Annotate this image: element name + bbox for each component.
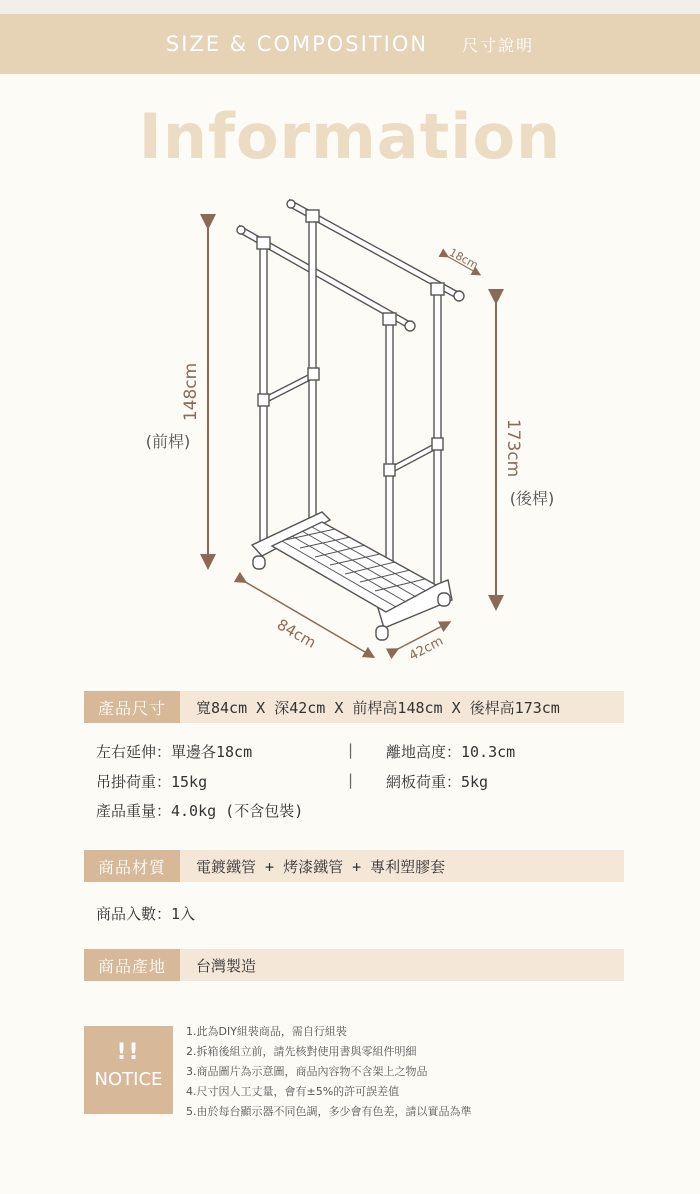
front-height-text: 148cm	[181, 362, 201, 422]
depth-text: 42cm	[406, 633, 446, 665]
spec-separator: |	[348, 741, 354, 759]
size-row	[84, 691, 624, 723]
warning-icon: !!	[116, 1040, 141, 1065]
origin-tag: 商品產地	[84, 949, 180, 981]
material-tag: 商品材質	[84, 850, 180, 882]
material-row	[84, 850, 624, 882]
back-height-text: 173cm	[503, 418, 523, 478]
spec-extend: 左右延伸：單邊各18cm	[96, 743, 253, 761]
rack-illustration	[237, 200, 464, 640]
contents-count: 商品入數：1入	[96, 905, 196, 923]
spec-ground-height: 離地高度：10.3cm	[386, 743, 516, 761]
back-label-text: (後桿)	[509, 489, 555, 508]
notice-badge	[84, 1026, 173, 1114]
notice-item: 3.商品圖片為示意圖，商品內容物不含架上之物品	[186, 1065, 428, 1078]
extension-text: 18cm	[447, 245, 481, 272]
front-label-text: (前桿)	[145, 432, 191, 451]
spec-mesh-load: 網板荷重：5kg	[386, 773, 489, 791]
header-title-en: SIZE & COMPOSITION	[165, 32, 429, 56]
notice-item: 1.此為DIY組裝商品，需自行組裝	[186, 1025, 347, 1038]
spec-weight: 產品重量：4.0kg (不含包裝)	[96, 802, 304, 820]
notice-item: 4.尺寸因人工丈量，會有±5%的許可誤差值	[186, 1085, 400, 1098]
header-title-zh: 尺寸說明	[462, 35, 535, 55]
information-title: Information	[138, 100, 562, 173]
width-text: 84cm	[273, 615, 320, 652]
origin-value: 台灣製造	[196, 956, 257, 975]
size-value: 寬84cm X 深42cm X 前桿高148cm X 後桿高173cm	[196, 698, 560, 717]
spec-hang-load: 吊掛荷重：15kg	[96, 773, 208, 791]
notice-item: 5.由於每台顯示器不同色調，多少會有色差，請以實品為準	[186, 1105, 472, 1118]
notice-item: 2.拆箱後組立前，請先核對使用書與零組件明細	[186, 1045, 417, 1058]
notice-list	[186, 1022, 472, 1122]
size-tag: 產品尺寸	[84, 691, 180, 723]
spec-separator: |	[348, 771, 354, 789]
notice-word: NOTICE	[94, 1069, 163, 1090]
origin-row	[84, 949, 624, 981]
material-value: 電鍍鐵管 + 烤漆鐵管 + 專利塑膠套	[196, 857, 446, 876]
